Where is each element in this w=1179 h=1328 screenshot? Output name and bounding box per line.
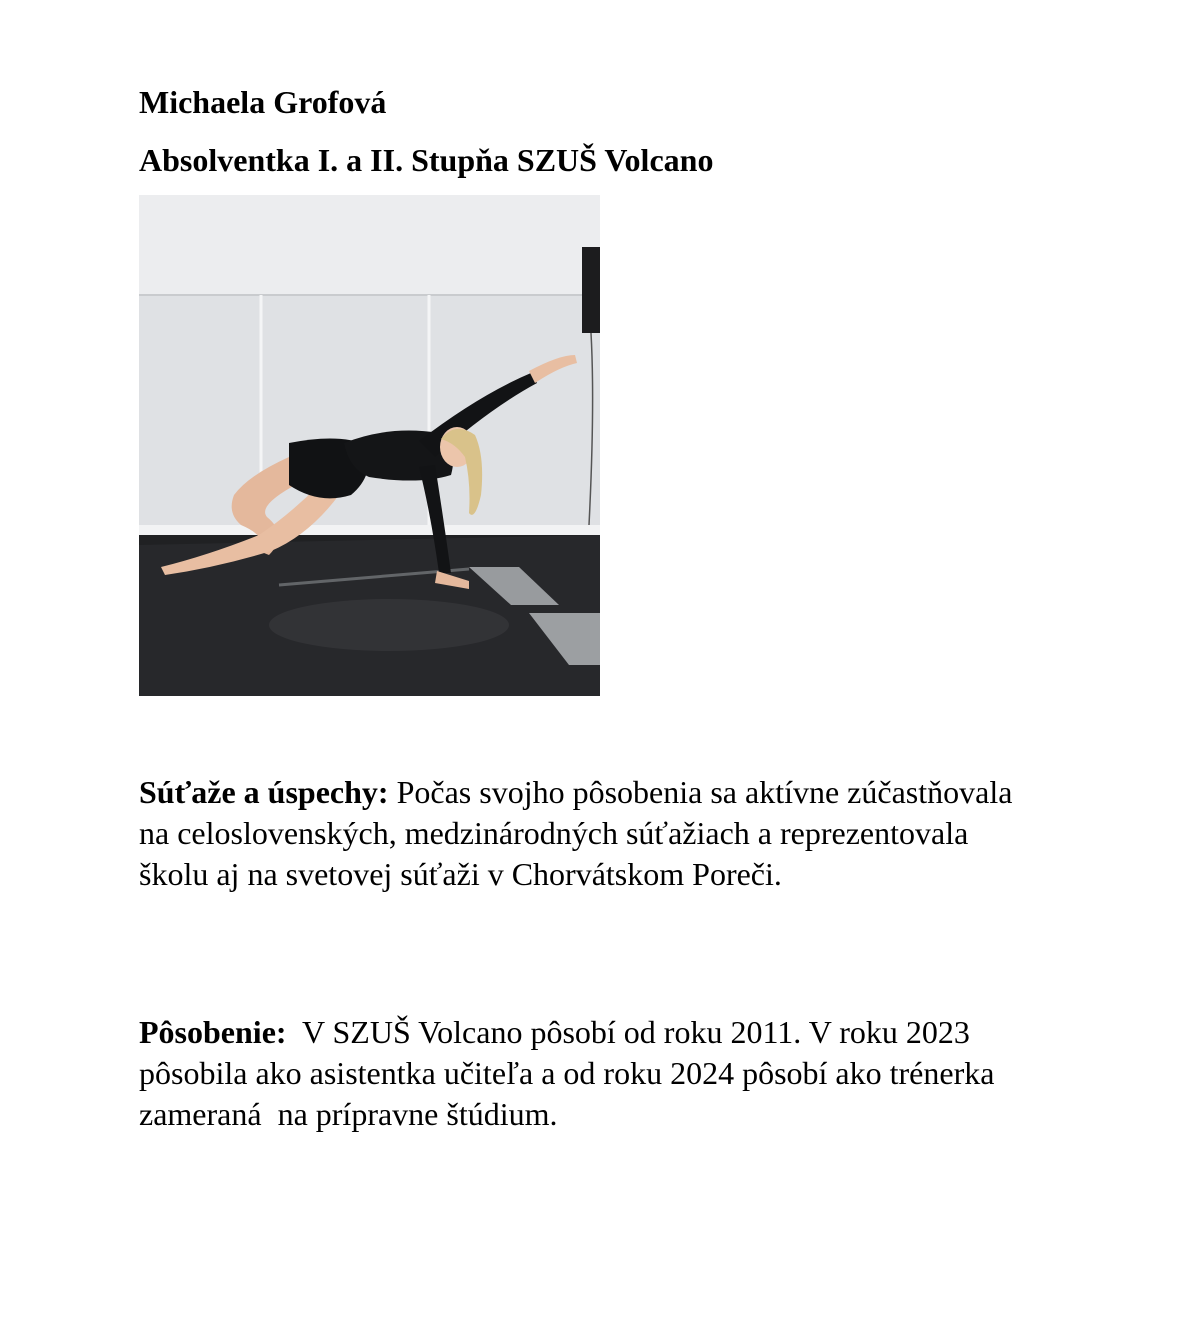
career-label: Pôsobenie: [139,1014,287,1050]
dancer-photo [139,195,600,696]
career-paragraph [139,1012,1039,1135]
person-name: Michaela Grofová [139,84,387,120]
career-text: V SZUŠ Volcano pôsobí od roku 2011. V roku 2023 pôsobila ako asistentka učiteľa a od roku 2024 pôsobí ako trénerka zameraná na prípravne štúdium. [139,1014,1003,1132]
achievements-paragraph [139,772,1039,895]
achievements-text: Počas svojho pôsobenia sa aktívne zúčastňovala na celoslovenských, medzinárodných súťažiach a reprezentovala školu aj na svetovej súťaži v Chorvátskom Poreči. [139,774,1013,892]
achievements-label: Súťaže a úspechy: [139,774,389,810]
person-subtitle: Absolventka I. a II. Stupňa SZUŠ Volcano [139,142,714,178]
